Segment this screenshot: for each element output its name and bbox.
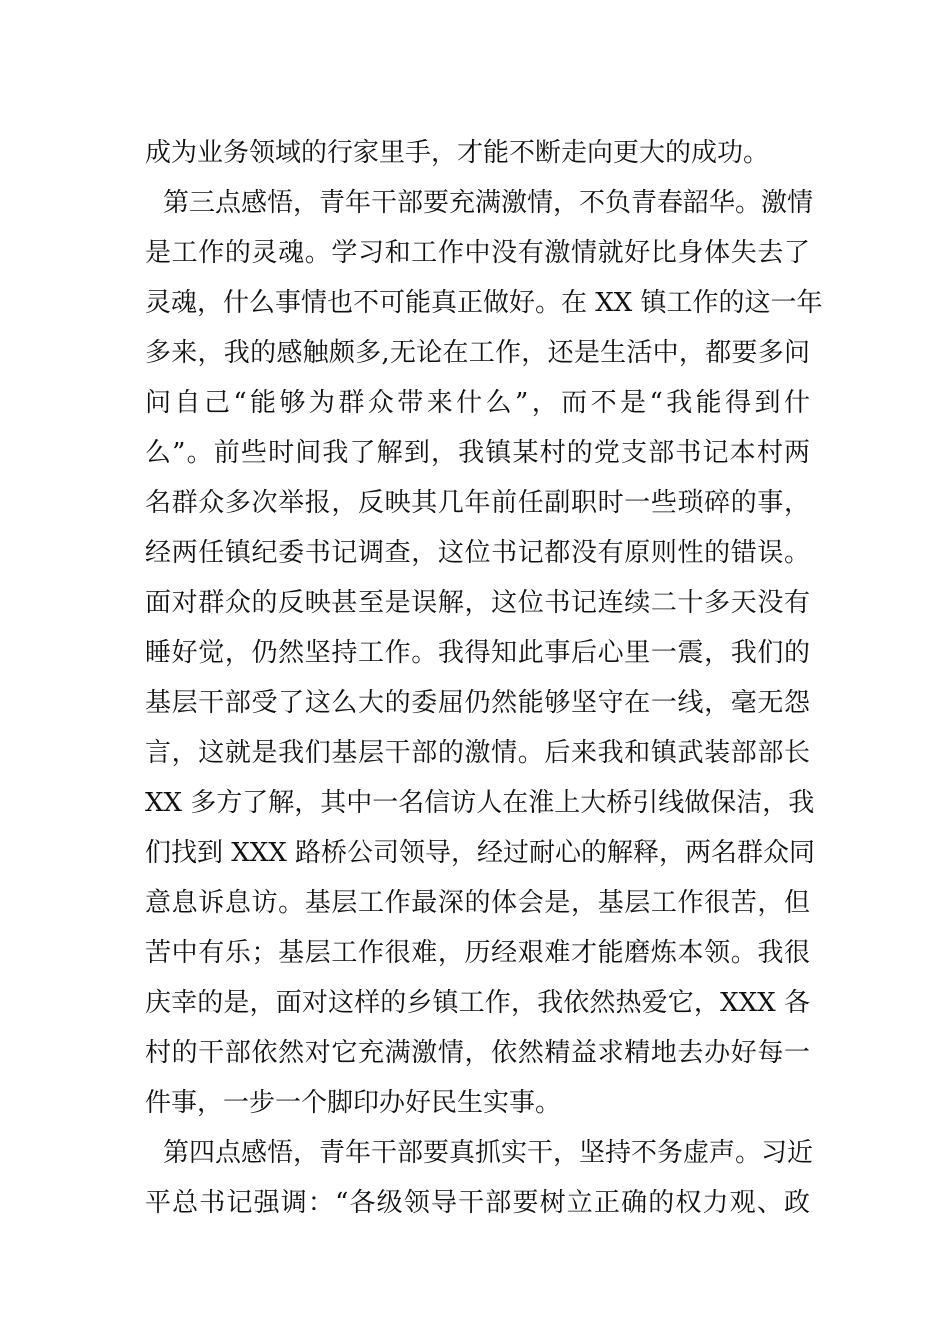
text-line: 基层干部受了这么大的委屈仍然能够坚守在一线，毫无怨 — [145, 688, 810, 718]
text-line: 苦中有乐；基层工作很难，历经艰难才能磨炼本领。我很 — [145, 938, 810, 968]
text-line: 言，这就是我们基层干部的激情。后来我和镇武装部部长 — [145, 738, 810, 768]
text-line: 经两任镇纪委书记调查，这位书记都没有原则性的错误。 — [145, 538, 810, 568]
text-line: 们找到 XXX 路桥公司领导，经过耐心的解释，两名群众同 — [145, 838, 816, 868]
text-line: 件事，一步一个脚印办好民生实事。 — [145, 1088, 562, 1118]
text-line: 问自己“能够为群众带来什么”，而不是“我能得到什 — [145, 388, 810, 418]
paragraph-start-line: 第三点感悟，青年干部要充满激情，不负青春韶华。激情 — [163, 188, 814, 218]
text-line: XX 多方了解，其中一名信访人在淮上大桥引线做保洁，我 — [145, 788, 815, 818]
text-line: 是工作的灵魂。学习和工作中没有激情就好比身体失去了 — [145, 238, 810, 268]
text-line: 名群众多次举报，反映其几年前任副职时一些琐碎的事， — [145, 488, 810, 518]
text-line: 成为业务领域的行家里手，才能不断走向更大的成功。 — [145, 138, 770, 168]
text-line: 庆幸的是，面对这样的乡镇工作，我依然热爱它，XXX 各 — [145, 988, 810, 1018]
text-line: 多来，我的感触颇多,无论在工作，还是生活中，都要多问 — [145, 338, 810, 368]
text-line: 面对群众的反映甚至是误解，这位书记连续二十多天没有 — [145, 588, 810, 618]
text-line: 村的干部依然对它充满激情，依然精益求精地去办好每一 — [145, 1038, 810, 1068]
text-line: 意息诉息访。基层工作最深的体会是，基层工作很苦，但 — [145, 888, 810, 918]
text-line: 么”。前些时间我了解到，我镇某村的党支部书记本村两 — [145, 438, 810, 468]
text-line: 灵魂，什么事情也不可能真正做好。在 XX 镇工作的这一年 — [145, 288, 823, 318]
text-line: 平总书记强调：“各级领导干部要树立正确的权力观、政 — [145, 1188, 810, 1218]
paragraph-start-line: 第四点感悟，青年干部要真抓实干，坚持不务虚声。习近 — [163, 1138, 814, 1168]
text-line: 睡好觉，仍然坚持工作。我得知此事后心里一震，我们的 — [145, 638, 810, 668]
body-text — [145, 128, 823, 1228]
